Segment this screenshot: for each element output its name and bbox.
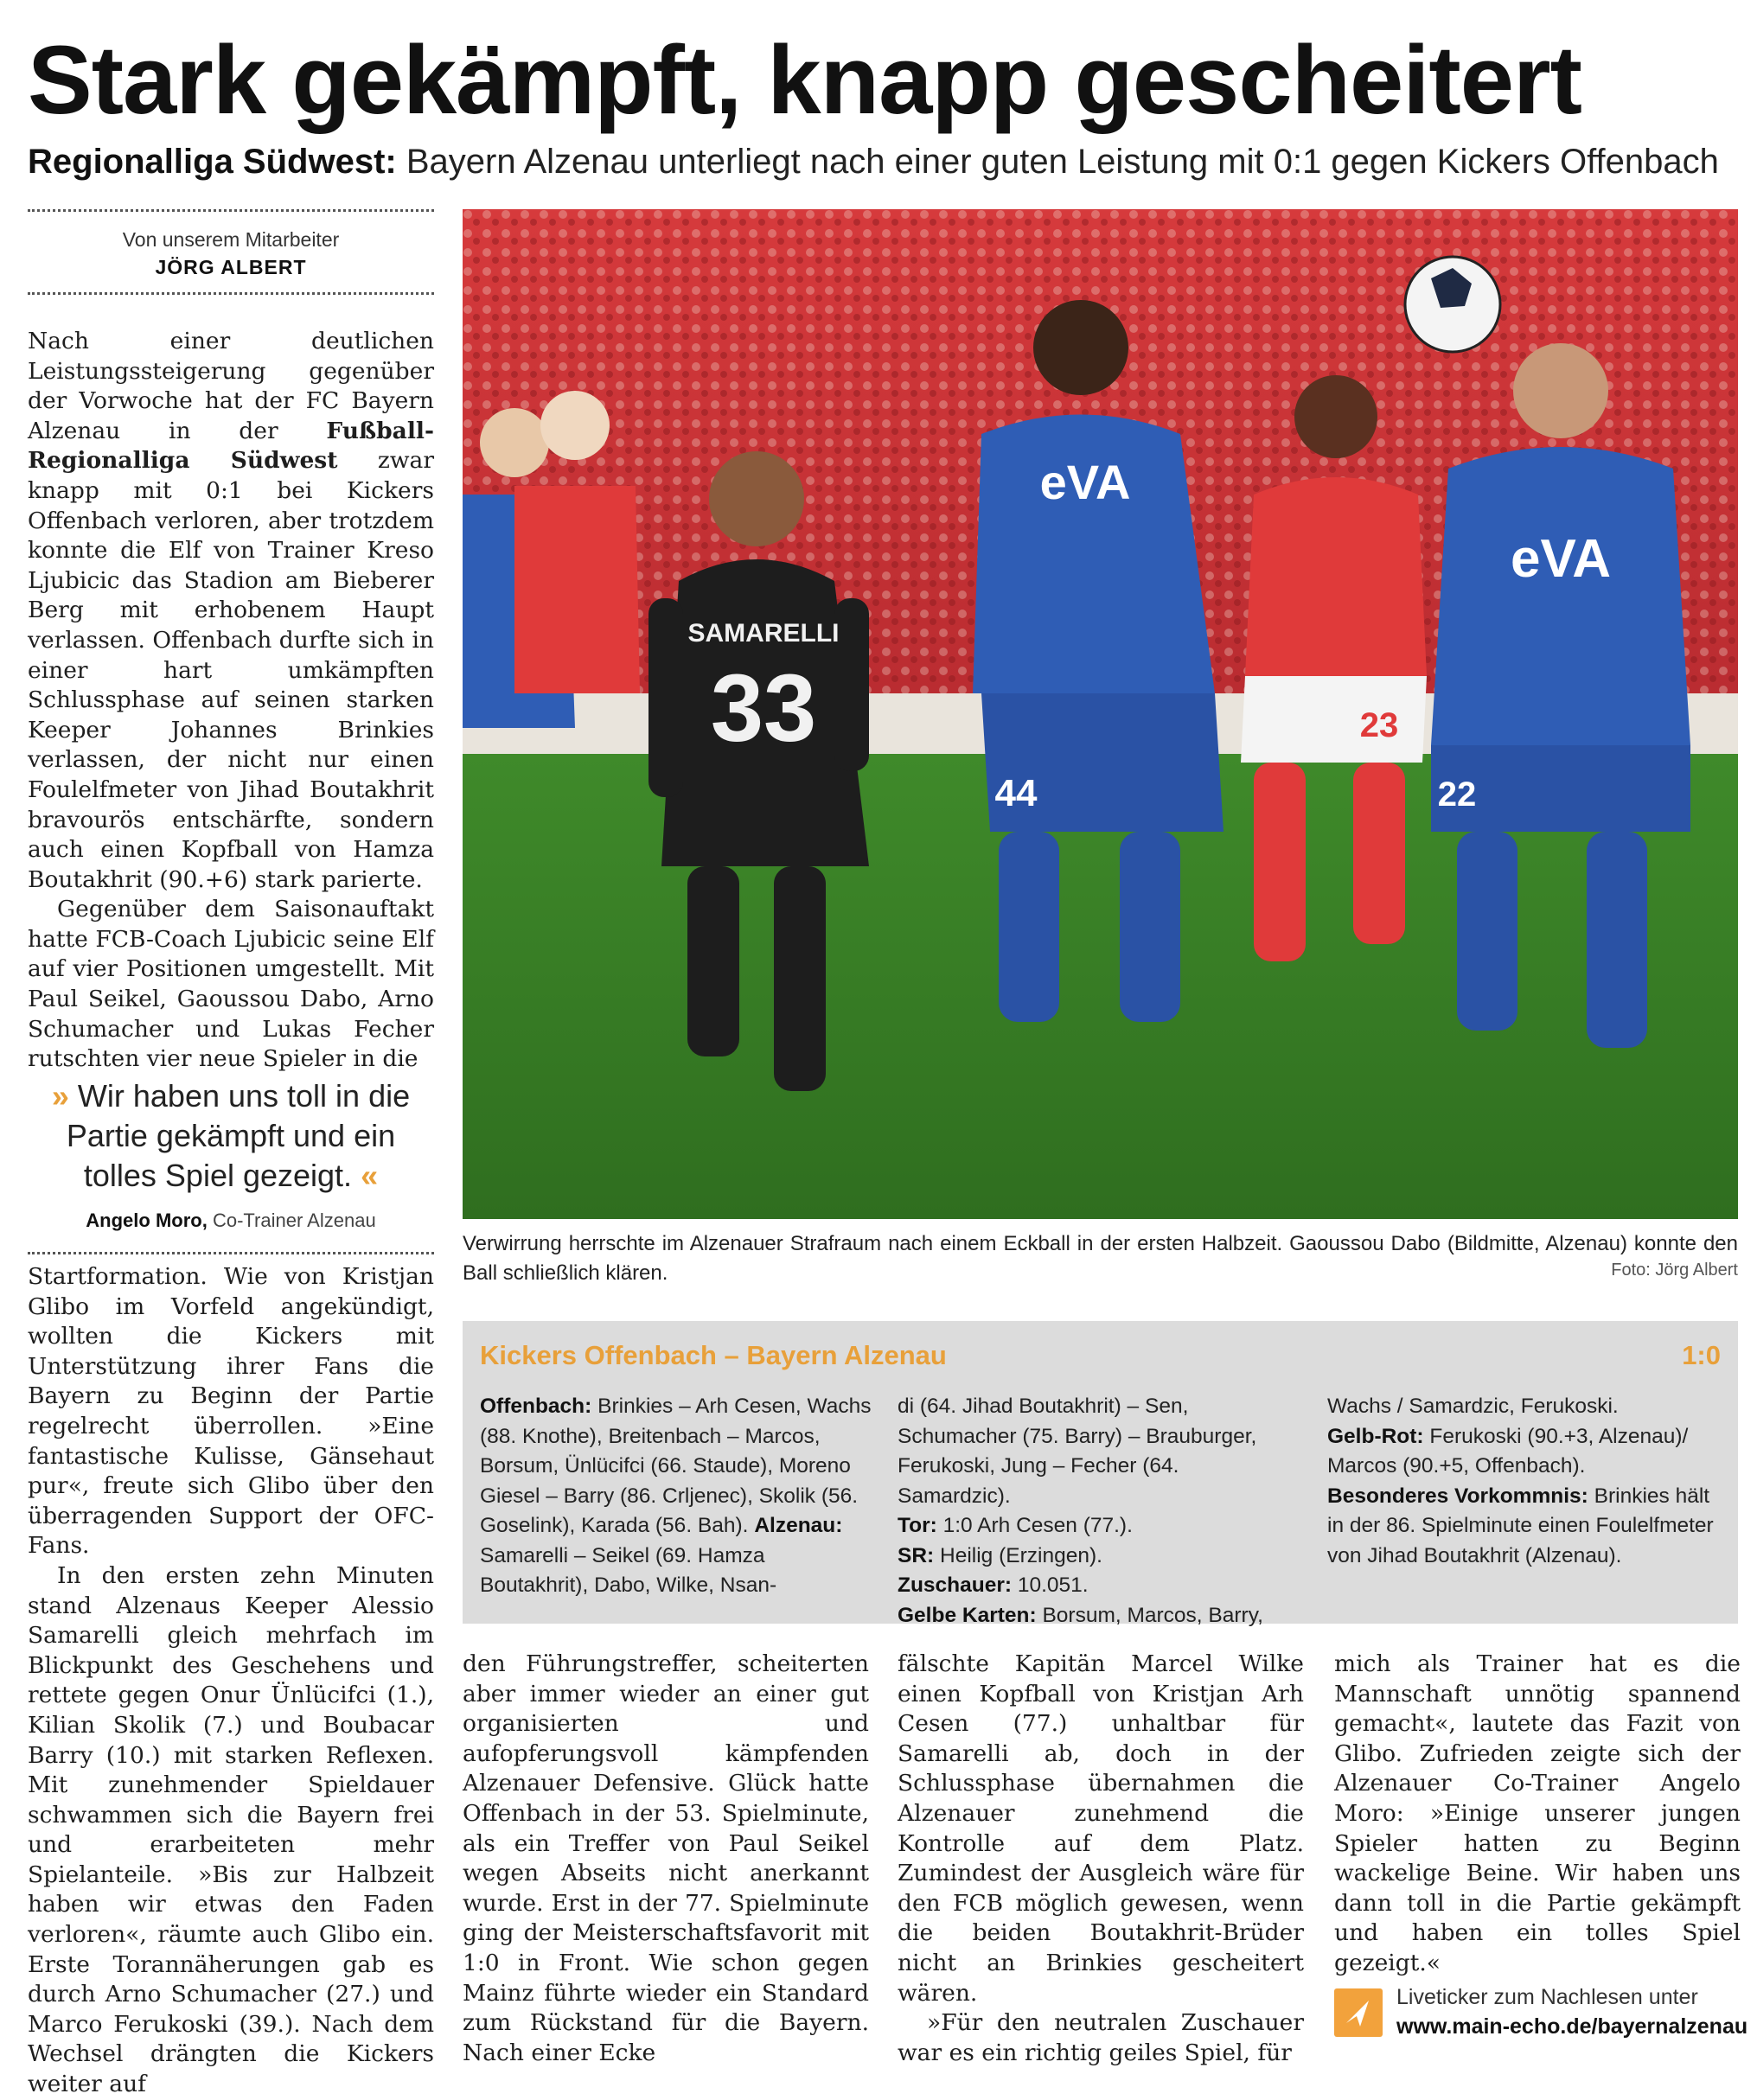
- attendance-info: 10.051.: [1017, 1573, 1089, 1597]
- match-score: 1:0: [1682, 1340, 1721, 1370]
- match-photo-illustration: [463, 209, 1738, 1219]
- player-number-23: 23: [1359, 706, 1399, 744]
- match-info-box: [463, 1321, 1738, 1627]
- league-name: Fußball-Regionalliga Südwest: [28, 417, 434, 475]
- goal-label: Tor:: [898, 1514, 937, 1537]
- paragraph-8: mich als Trainer hat es die Mannschaft unnötig spannend gemacht«, lautete das Fazit von Glibo. Zufrieden zeigte sich der Alzenauer Co-Trainer Angelo Moro: »Einige unserer jungen Spieler hatten zu Beginn wackelige Beine. Wir haben uns dann toll in die Partie gekämpft und haben ein tolles Spiel gezeigt.«: [1334, 1650, 1741, 1976]
- quote-close-mark: «: [361, 1158, 379, 1193]
- yellow-cards-label: Gelbe Karten:: [898, 1603, 1037, 1627]
- paragraph-5: den Führungstreffer, scheiterten aber immer wieder an einer gut organisierten und aufopferungsvoll kämpfenden Alzenauer Defensive. Glück hatte Offenbach in der 53. Spielminute, als ein Treffer von Paul Seikel wegen Abseits nicht anerkannt wurde. Erst in der 77. Spielminute ging der Meisterschaftsfavorit mit 1:0 in Front. Wie schon gegen Mainz führte wieder ein Standard zum Rückstand für die Bayern. Nach einer Ecke: [463, 1650, 869, 2066]
- liveticker-promo[interactable]: [1334, 1980, 1748, 2049]
- subheadline: [28, 138, 1740, 185]
- match-photo: [463, 209, 1738, 1219]
- promo-text: Liveticker zum Nachlesen unter: [1396, 1985, 1698, 2009]
- quote-open-mark: »: [51, 1078, 69, 1114]
- photo-caption: Verwirrung herrschte im Alzenauer Strafraum nach einem Eckball in der ersten Halbzeit. Gaoussou Dabo (Bildmitte, Alzenau) konnte den Ball schließlich klären.: [463, 1232, 1738, 1285]
- lineup-alzenau-label: Alzenau:: [754, 1514, 843, 1537]
- player-number-33: 33: [710, 655, 817, 762]
- lineup-alzenau-part-2: di (64. Jihad Boutakhrit) – Sen, Schumacher (75. Barry) – Brauburger, Ferukoski, Jung – Fecher (64. Samardzic).: [898, 1395, 1257, 1508]
- paragraph-4: In den ersten zehn Minuten stand Alzenaus Keeper Alessio Samarelli gleich mehrfach im Blickpunkt des Geschehens und rettete gegen Onur Ünlücifci (1.), Kilian Skolik (7.) und Boubacar Barry (10.) mit starken Reflexen. Mit zunehmender Spieldauer schwammen sich die Bayern frei und erarbeiteten mehr Spielanteile. »Bis zur Halbzeit haben wir etwas den Faden verloren«, räumte auch Glibo ein. Erste Torannäherungen gab es durch Arno Schumacher (27.) und Marco Ferukoski (39.). Nach dem Wechsel drängten die Kickers weiter auf: [28, 1561, 434, 2098]
- headline: Stark gekämpft, knapp gescheitert: [28, 26, 1581, 134]
- article-column-3: [898, 1650, 1304, 2068]
- special-event-label: Besonderes Vorkommnis:: [1327, 1484, 1588, 1508]
- info-column-3: [1327, 1392, 1721, 1571]
- divider-top: [28, 209, 434, 212]
- byline-prefix: Von unserem Mitarbeiter: [122, 228, 340, 251]
- sponsor-logo-center: eVA: [1039, 455, 1131, 509]
- paragraph-7: »Für den neutralen Zuschauer war es ein richtig geiles Spiel, für: [898, 2009, 1304, 2066]
- match-title: Kickers Offenbach – Bayern Alzenau: [480, 1340, 947, 1370]
- lineup-offenbach-label: Offenbach:: [480, 1395, 592, 1418]
- player-number-22: 22: [1437, 776, 1477, 814]
- lineup-alzenau-part-1: Samarelli – Seikel (69. Hamza Boutakhrit), Dabo, Wilke, Nsan-: [480, 1543, 777, 1597]
- arrow-cursor-icon: [1334, 1988, 1383, 2037]
- article-column-2: [463, 1650, 869, 2068]
- paragraph-6: fälschte Kapitän Marcel Wilke einen Kopfball von Kristjan Arh Cesen (77.) unhaltbar für Samarelli ab, doch in der Schlussphase übernahmen die Alzenauer zunehmend die Kontrolle auf dem Platz. Zumindest der Ausgleich wäre für den FCB möglich gewesen, wenn die beiden Boutakhrit-Brüder nicht an Brinkies gescheitert wären.: [898, 1650, 1304, 2007]
- byline-author: JÖRG ALBERT: [155, 256, 307, 278]
- yellow-cards-part-1: Borsum, Marcos, Barry,: [1042, 1603, 1263, 1627]
- referee-label: SR:: [898, 1543, 935, 1567]
- sponsor-logo-right: eVA: [1510, 529, 1612, 589]
- special-event-info: Brinkies hält in der 86. Spielminute einen Foulelfmeter von Jihad Boutakhrit (Alzenau).: [1327, 1484, 1714, 1567]
- article-column-4: [1334, 1650, 1741, 1979]
- promo-link[interactable]: www.main-echo.de/bayernalzenau: [1396, 2014, 1748, 2039]
- quote-text: Wir haben uns toll in die Partie gekämpft und ein tolles Spiel gezeigt.: [66, 1078, 411, 1193]
- subhead-kicker: Regionalliga Südwest:: [28, 143, 397, 181]
- pull-quote: [28, 1076, 434, 1234]
- paragraph-1: Nach einer deutlichen Leistungssteigerung gegenüber der Vorwoche hat der FC Bayern Alzenau in der Fußball-Regionalliga Südwest zwar knapp mit 0:1 bei Kickers Offenbach verloren, aber trotzdem konnte die Elf von Trainer Kreso Ljubicic das Stadion am Bieberer Berg mit erhobenem Haupt verlassen. Offenbach durfte sich in einer hart umkämpften Schlussphase auf seinen starken Keeper Johannes Brinkies verlassen, der nicht nur einen Foulelfmeter von Jihad Boutakhrit bravourös entschärfte, sondern auch einen Kopfball von Hamza Boutakhrit (90.+6) stark parierte.: [28, 328, 434, 893]
- info-column-1: [480, 1392, 873, 1601]
- quote-author-role: Co-Trainer Alzenau: [212, 1210, 376, 1231]
- referee-info: Heilig (Erzingen).: [940, 1543, 1102, 1567]
- subhead-text: Bayern Alzenau unterliegt nach einer guten Leistung mit 0:1 gegen Kickers Offenbach: [406, 143, 1719, 181]
- photo-credit: Foto: Jörg Albert: [1611, 1261, 1738, 1280]
- paragraph-2: Gegenüber dem Saisonauftakt hatte FCB-Coach Ljubicic seine Elf auf vier Positionen umgestellt. Mit Paul Seikel, Gaoussou Dabo, Arno Schumacher und Lukas Fecher rutschten vier neue Spieler in die: [28, 896, 434, 1073]
- divider-quote: [28, 1252, 434, 1254]
- player-number-44: 44: [994, 772, 1038, 814]
- yellow-red-info: Ferukoski (90.+3, Alzenau)/ Marcos (90.+5, Offenbach).: [1327, 1424, 1689, 1478]
- info-column-2: [898, 1392, 1291, 1631]
- divider-byline: [28, 292, 434, 295]
- yellow-red-label: Gelb-Rot:: [1327, 1424, 1424, 1448]
- attendance-label: Zuschauer:: [898, 1573, 1013, 1597]
- article-column-1-top: [28, 327, 434, 1075]
- article-column-1-bottom: [28, 1262, 434, 2100]
- yellow-cards-part-2: Wachs / Samardzic, Ferukoski.: [1327, 1395, 1619, 1418]
- goal-info: 1:0 Arh Cesen (77.).: [942, 1514, 1133, 1537]
- paragraph-3: Startformation. Wie von Kristjan Glibo im Vorfeld angekündigt, wollten die Kickers mit Unterstützung ihrer Fans die Bayern zu Beginn der Partie regelrecht überrollen. »Eine fantastische Kulisse, Gänsehaut pur«, freute sich Glibo über den überragenden Support der OFC-Fans.: [28, 1263, 434, 1560]
- quote-author: Angelo Moro,: [86, 1210, 208, 1231]
- lineup-offenbach: Brinkies – Arh Cesen, Wachs (88. Knothe), Breitenbach – Marcos, Borsum, Ünlücifci (66. Staude), Moreno Giesel – Barry (86. Crljenec), Skolik (56. Goselink), Karada (56. Bah).: [480, 1395, 872, 1537]
- player-name-samarelli: SAMARELLI: [687, 619, 840, 648]
